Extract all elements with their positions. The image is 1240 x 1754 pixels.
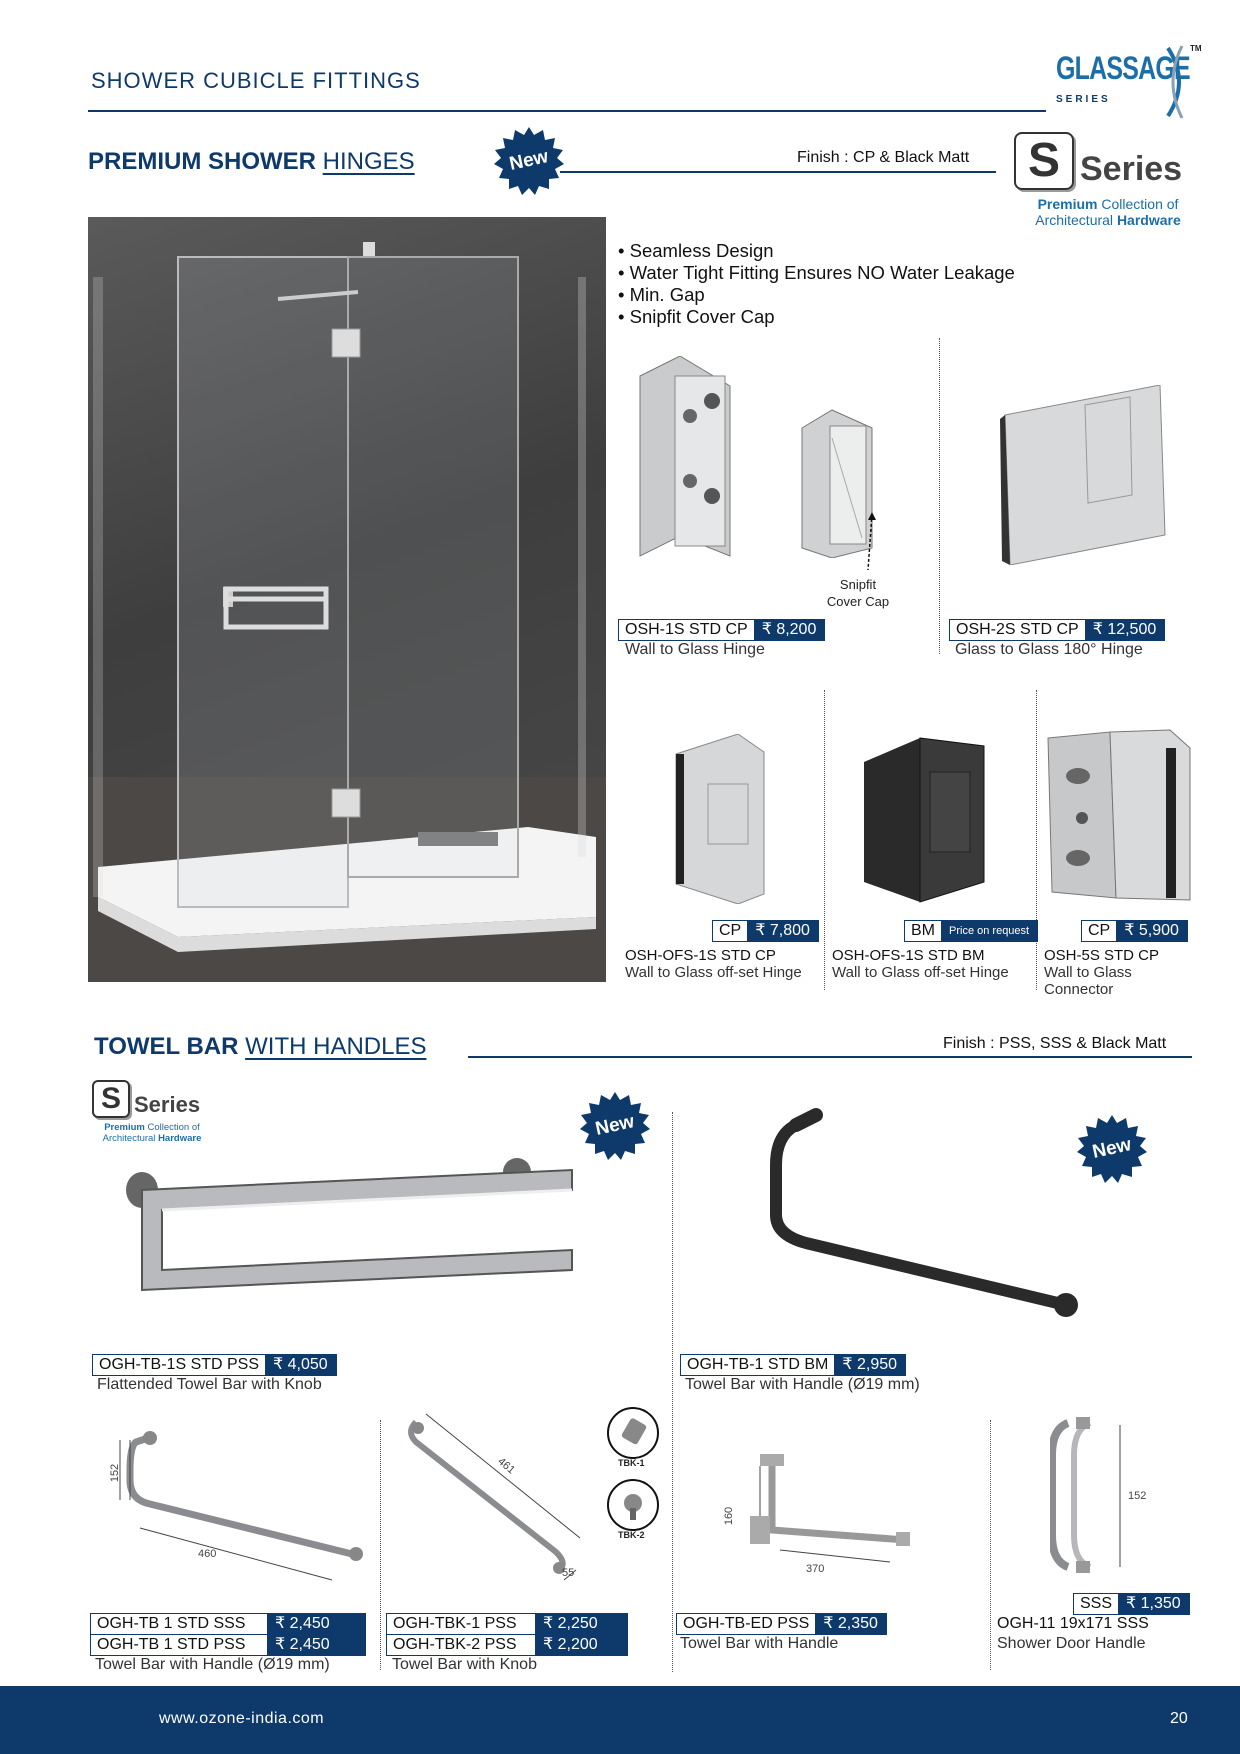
tagline-premium: Premium <box>1037 196 1098 212</box>
tagline-collection: Collection of <box>144 1122 200 1133</box>
dim-label: 152 <box>1128 1490 1147 1502</box>
osh-ofs-cp-price-tag <box>712 920 819 942</box>
towel-bar-handle-drawing <box>100 1430 370 1590</box>
product-price: ₹ 2,950 <box>834 1355 905 1375</box>
new-badge-label: New <box>1090 1134 1134 1163</box>
dim-label: 460 <box>198 1548 217 1560</box>
divider <box>1036 690 1037 990</box>
product-desc: Wall to Glass Hinge <box>625 641 765 658</box>
product-price: ₹ 2,200 <box>535 1635 627 1655</box>
osh-1s-price-tag <box>618 619 825 641</box>
towel-title-light: WITH HANDLES <box>245 1033 427 1060</box>
product-code: OGH-TB 1 STD PSS <box>91 1635 267 1655</box>
osh-2s-hinge-image <box>1000 385 1170 565</box>
product-price: ₹ 8,200 <box>754 620 825 640</box>
ogh-tbk-2-price-tag <box>386 1634 628 1656</box>
trademark: TM <box>1190 44 1202 53</box>
s-series-logo-small <box>92 1080 222 1150</box>
tbk-1-knob-icon <box>606 1406 660 1460</box>
shower-cubicle-photo <box>88 217 606 982</box>
dim-label: 55 <box>562 1567 575 1579</box>
product-desc: Towel Bar with Handle <box>680 1635 839 1652</box>
feature-item: • Water Tight Fitting Ensures NO Water Leakage <box>618 262 1015 283</box>
osh-ofs-cp-hinge-image <box>668 734 768 904</box>
product-code: OGH-TB-1 STD BM <box>681 1355 834 1375</box>
product-desc: Wall to Glass off-set Hinge <box>625 964 802 981</box>
product-code: OGH-TB-1S STD PSS <box>93 1355 265 1375</box>
product-code: OSH-1S STD CP <box>619 620 754 640</box>
product-price: ₹ 1,350 <box>1118 1594 1189 1614</box>
hinges-finish: Finish : CP & Black Matt <box>797 149 970 166</box>
product-price: ₹ 2,350 <box>815 1614 886 1634</box>
s-series-tagline <box>92 1122 212 1144</box>
divider <box>824 690 825 990</box>
product-price: ₹ 7,800 <box>747 921 818 941</box>
product-code: OSH-OFS-1S STD BM <box>832 947 985 964</box>
hinges-title-bold: PREMIUM SHOWER <box>88 148 316 175</box>
new-badge-label: New <box>593 1111 637 1140</box>
towel-section-title <box>94 1033 426 1061</box>
osh-ofs-bm-hinge-image <box>860 732 990 912</box>
product-code: OGH-TB 1 STD SSS <box>91 1614 267 1634</box>
product-code: OSH-5S STD CP <box>1044 947 1160 964</box>
s-series-logo <box>1014 130 1194 230</box>
feature-item: • Snipfit Cover Cap <box>618 306 775 327</box>
product-code: OSH-2S STD CP <box>950 620 1085 640</box>
product-price: ₹ 4,050 <box>265 1355 336 1375</box>
snipfit-label <box>820 576 896 610</box>
s-series-word: Series <box>1080 150 1183 188</box>
page-title: SHOWER CUBICLE FITTINGS <box>91 68 421 93</box>
product-code: OGH-TBK-2 PSS <box>387 1635 535 1655</box>
finish-label: CP <box>1082 921 1116 941</box>
product-price: Price on request <box>941 921 1037 941</box>
feature-item: • Min. Gap <box>618 284 705 305</box>
finish-label: BM <box>905 921 941 941</box>
s-series-letter: S <box>1014 132 1074 190</box>
product-desc: Wall to Glass off-set Hinge <box>832 964 1009 981</box>
ogh-tbk-1-price-tag <box>386 1613 628 1635</box>
osh-1s-hinge-image <box>620 356 750 566</box>
ogh-tb-1-sss-price-tag <box>90 1613 366 1635</box>
black-towel-bar-image <box>736 1105 1096 1325</box>
finish-label: CP <box>713 921 747 941</box>
divider <box>672 1112 673 1672</box>
ogh-11-price-tag <box>1073 1593 1190 1615</box>
ogh-tb-1-pss-price-tag <box>90 1634 366 1656</box>
product-desc-line: Wall to Glass <box>1044 964 1132 981</box>
snipfit-label-1: Snipfit <box>839 577 877 592</box>
product-code: OGH-TBK-1 PSS <box>387 1614 535 1634</box>
s-series-word: Series <box>134 1092 201 1117</box>
product-desc: Flattended Towel Bar with Knob <box>97 1376 322 1393</box>
product-desc: Towel Bar with Handle (Ø19 mm) <box>685 1376 920 1393</box>
tbk-2-label: TBK-2 <box>618 1530 645 1540</box>
product-desc-line: Connector <box>1044 981 1114 998</box>
product-desc: Shower Door Handle <box>997 1635 1146 1652</box>
product-price: ₹ 2,250 <box>535 1614 627 1634</box>
logo-swoosh-icon <box>1160 44 1200 120</box>
hinges-rule <box>560 171 996 173</box>
new-badge-label: New <box>507 146 551 175</box>
osh-5s-connector-image <box>1046 728 1192 908</box>
osh-2s-price-tag <box>949 619 1165 641</box>
product-price: ₹ 2,450 <box>267 1614 365 1634</box>
divider <box>380 1420 381 1670</box>
dim-label: 160 <box>723 1506 736 1526</box>
product-price: ₹ 2,450 <box>267 1635 365 1655</box>
osh-5s-price-tag <box>1081 920 1188 942</box>
glassage-logo <box>1052 44 1202 120</box>
tagline-hardware: Hardware <box>1116 212 1181 228</box>
s-series-tagline <box>1024 196 1192 228</box>
snipfit-pointer <box>860 512 880 572</box>
snipfit-label-2: Cover Cap <box>826 594 890 609</box>
tbk-2-knob-icon <box>606 1478 660 1532</box>
s-series-letter: S <box>92 1080 130 1118</box>
product-desc: Towel Bar with Handle (Ø19 mm) <box>95 1656 330 1673</box>
tagline-architectural: Architectural <box>102 1133 159 1144</box>
product-code: OSH-OFS-1S STD CP <box>625 947 776 964</box>
page-number: 20 <box>1170 1710 1188 1727</box>
footer-url[interactable]: www.ozone-india.com <box>159 1710 325 1727</box>
header-rule <box>88 110 1046 112</box>
divider <box>990 1420 991 1670</box>
towel-bar-knob-drawing <box>396 1412 586 1592</box>
osh-ofs-bm-price-tag <box>904 920 1038 942</box>
dim-label: 152 <box>109 1463 122 1483</box>
product-code: OGH-TB-ED PSS <box>677 1614 815 1634</box>
ogh-tb-1-bm-price-tag <box>680 1354 906 1376</box>
flattened-towel-bar-image <box>112 1150 582 1330</box>
dim-label: 370 <box>806 1563 825 1575</box>
towel-title-bold: TOWEL BAR <box>94 1033 239 1060</box>
product-desc: Towel Bar with Knob <box>392 1656 537 1673</box>
product-code: OGH-11 19x171 SSS <box>997 1615 1149 1632</box>
tagline-hardware: Hardware <box>158 1133 202 1144</box>
divider <box>939 338 940 654</box>
shower-door-handle-drawing <box>1050 1415 1140 1580</box>
product-desc: Glass to Glass 180° Hinge <box>955 641 1143 658</box>
logo-sub: SERIES <box>1056 94 1111 105</box>
product-desc <box>1044 964 1132 998</box>
tagline-architectural: Architectural <box>1035 212 1117 228</box>
product-price: ₹ 12,500 <box>1085 620 1165 640</box>
hinges-title-light: HINGES <box>322 148 415 175</box>
logo-text: GLASSAGE <box>1056 50 1190 86</box>
ogh-tb-1s-price-tag <box>92 1354 337 1376</box>
towel-rule <box>468 1056 1192 1058</box>
hinges-section-title <box>88 148 415 176</box>
towel-finish: Finish : PSS, SSS & Black Matt <box>943 1035 1167 1052</box>
finish-label: SSS <box>1074 1594 1118 1614</box>
hinge-features-list <box>618 240 1015 328</box>
dim-label: 461 <box>495 1455 518 1477</box>
product-price: ₹ 5,900 <box>1116 921 1187 941</box>
ogh-tb-ed-price-tag <box>676 1613 887 1635</box>
tagline-premium: Premium <box>104 1122 145 1133</box>
shower-illustration <box>88 217 606 982</box>
feature-item: • Seamless Design <box>618 240 774 261</box>
tbk-1-label: TBK-1 <box>618 1458 645 1468</box>
footer-bar <box>0 1686 1240 1754</box>
tagline-collection: Collection of <box>1097 196 1179 212</box>
